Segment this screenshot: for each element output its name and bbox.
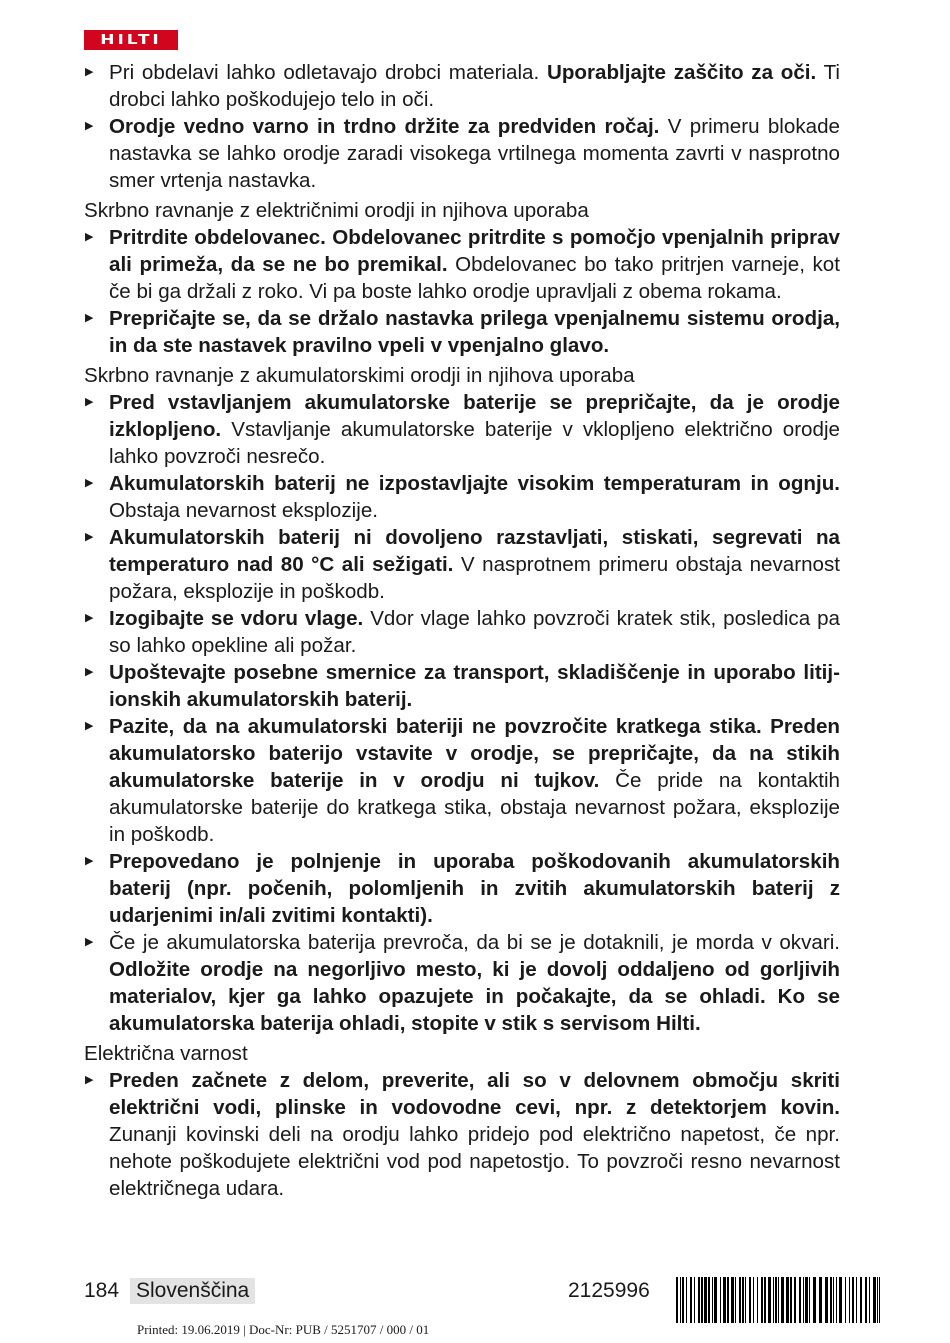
- item-text: Obstaja nevarnost eksplozije.: [109, 499, 379, 522]
- logo-text: HILTI: [100, 31, 162, 48]
- document-code: 2125996: [568, 1279, 650, 1302]
- bullet-arrow-icon: ▶: [85, 855, 94, 867]
- item-text: Pri obdelavi lahko odletavajo drobci materiala.: [109, 61, 547, 84]
- item-bold-text: Prepovedano je polnjenje in uporaba poškodovanih akumulatorskih baterij (npr. počenih, polomljenih in zvitih akumulatorskih baterij z udarjenimi in/ali zvitimi kontakti).: [109, 850, 840, 927]
- safety-list-item: [84, 389, 840, 470]
- bullet-arrow-icon: ▶: [85, 936, 94, 948]
- item-text: V nasprotnem primeru obstaja nevarnost požara, eksplozije in poškodb.: [109, 553, 841, 603]
- item-text: Ti drobci lahko poškodujejo telo in oči.: [109, 61, 841, 111]
- bullet-arrow-icon: ▶: [85, 396, 94, 408]
- safety-list-item: [84, 59, 840, 113]
- safety-list-item: [84, 224, 840, 305]
- safety-list-item: [84, 524, 840, 605]
- item-bold-text: Orodje vedno varno in trdno držite za predviden ročaj.: [109, 115, 660, 138]
- safety-list-item: [84, 113, 840, 194]
- bullet-arrow-icon: ▶: [85, 1074, 94, 1086]
- item-text: V primeru blokade nastavka se lahko orodje zaradi visokega vrtilnega momenta zavrti v nasprotno smer vrtenja nastavka.: [109, 115, 840, 192]
- item-bold-text: Pritrdite obdelovanec. Obdelovanec pritrdite s pomočjo vpenjalnih priprav ali primeža, da se ne bo premikal.: [109, 226, 840, 276]
- item-bold-text: Upoštevajte posebne smernice za transport, skladiščenje in uporabo litij-ionskih akumulatorskih baterij.: [109, 661, 840, 711]
- item-bold-text: Pred vstavljanjem akumulatorske baterije se prepričajte, da je orodje izklopljeno.: [109, 391, 840, 441]
- bullet-arrow-icon: ▶: [85, 66, 94, 78]
- section-heading: Skrbno ravnanje z akumulatorskimi orodji in njihova uporaba: [84, 364, 635, 387]
- bullet-arrow-icon: ▶: [85, 612, 94, 624]
- bullet-arrow-icon: ▶: [85, 477, 94, 489]
- barcode: [676, 1277, 880, 1323]
- item-bold-text: Akumulatorskih baterij ne izpostavljajte visokim temperaturam in ognju.: [109, 472, 840, 495]
- safety-list-item: [84, 848, 840, 929]
- safety-list-item: [84, 929, 840, 1037]
- section-heading: Električna varnost: [84, 1042, 248, 1065]
- bullet-arrow-icon: ▶: [85, 720, 94, 732]
- safety-list-item: [84, 305, 840, 359]
- section-heading: Skrbno ravnanje z električnimi orodji in njihova uporaba: [84, 199, 589, 222]
- item-bold-text: Uporabljajte zaščito za oči.: [546, 61, 817, 84]
- item-text: Če je akumulatorska baterija prevroča, da bi se je dotaknili, je morda v okvari.: [109, 931, 840, 954]
- item-bold-text: Akumulatorskih baterij ni dovoljeno razstavljati, stiskati, segrevati na temperaturo nad 80 °C ali sežigati.: [109, 526, 840, 576]
- hilti-logo: [84, 30, 178, 50]
- safety-list-item: [84, 470, 840, 524]
- item-text: Če pride na kontaktih akumulatorske baterije do kratkega stika, obstaja nevarnost požara, eksplozije in poškodb.: [109, 769, 840, 846]
- item-text: Zunanji kovinski deli na orodju lahko pridejo pod električno napetost, če npr. nehote poškodujete električni vod pod napetostjo. To povzroči resno nevarnost električnega udara.: [109, 1123, 840, 1200]
- bullet-arrow-icon: ▶: [85, 120, 94, 132]
- item-bold-text: Preden začnete z delom, preverite, ali so v delovnem območju skriti električni vodi, plinske in vodovodne cevi, npr. z detektorjem kovin.: [109, 1069, 840, 1119]
- bullet-arrow-icon: ▶: [85, 312, 94, 324]
- bullet-arrow-icon: ▶: [85, 666, 94, 678]
- item-bold-text: Izogibajte se vdoru vlage.: [109, 607, 364, 630]
- item-bold-text: Odložite orodje na negorljivo mesto, ki je dovolj oddaljeno od gorljivih materialov, kjer ga lahko opazujete in počakajte, da se ohladi. Ko se akumulatorska baterija ohladi, stopite v stik s servisom Hilti.: [109, 958, 840, 1035]
- safety-list-item: [84, 713, 840, 848]
- safety-list-item: [84, 659, 840, 713]
- item-bold-text: Pazite, da na akumulatorski bateriji ne povzročite kratkega stika. Preden akumulatorsko baterijo vstavite v orodje, se prepričajte, da na stikih akumulatorske baterije in v orodju ni tujkov.: [109, 715, 840, 792]
- page-number: 184: [84, 1279, 120, 1302]
- print-info: Printed: 19.06.2019 | Doc-Nr: PUB / 5251707 / 000 / 01: [137, 1322, 430, 1337]
- bullet-arrow-icon: ▶: [85, 231, 94, 243]
- safety-list-item: [84, 1067, 840, 1202]
- document-body: [84, 59, 840, 1202]
- item-bold-text: Prepričajte se, da se držalo nastavka prilega vpenjalnemu sistemu orodja, in da ste nastavek pravilno vpeli v vpenjalno glavo.: [109, 307, 840, 357]
- bullet-arrow-icon: ▶: [85, 531, 94, 543]
- safety-list-item: [84, 605, 840, 659]
- language-label: Slovenščina: [130, 1278, 255, 1304]
- item-text: Obdelovanec bo tako pritrjen varneje, kot če bi ga držali z roko. Vi pa boste lahko orodje upravljali z obema rokama.: [109, 253, 840, 303]
- item-text: Vstavljanje akumulatorske baterije v vklopljeno električno orodje lahko povzroči nesrečo.: [109, 418, 840, 468]
- item-text: Vdor vlage lahko povzroči kratek stik, posledica pa so lahko opekline ali požar.: [109, 607, 840, 657]
